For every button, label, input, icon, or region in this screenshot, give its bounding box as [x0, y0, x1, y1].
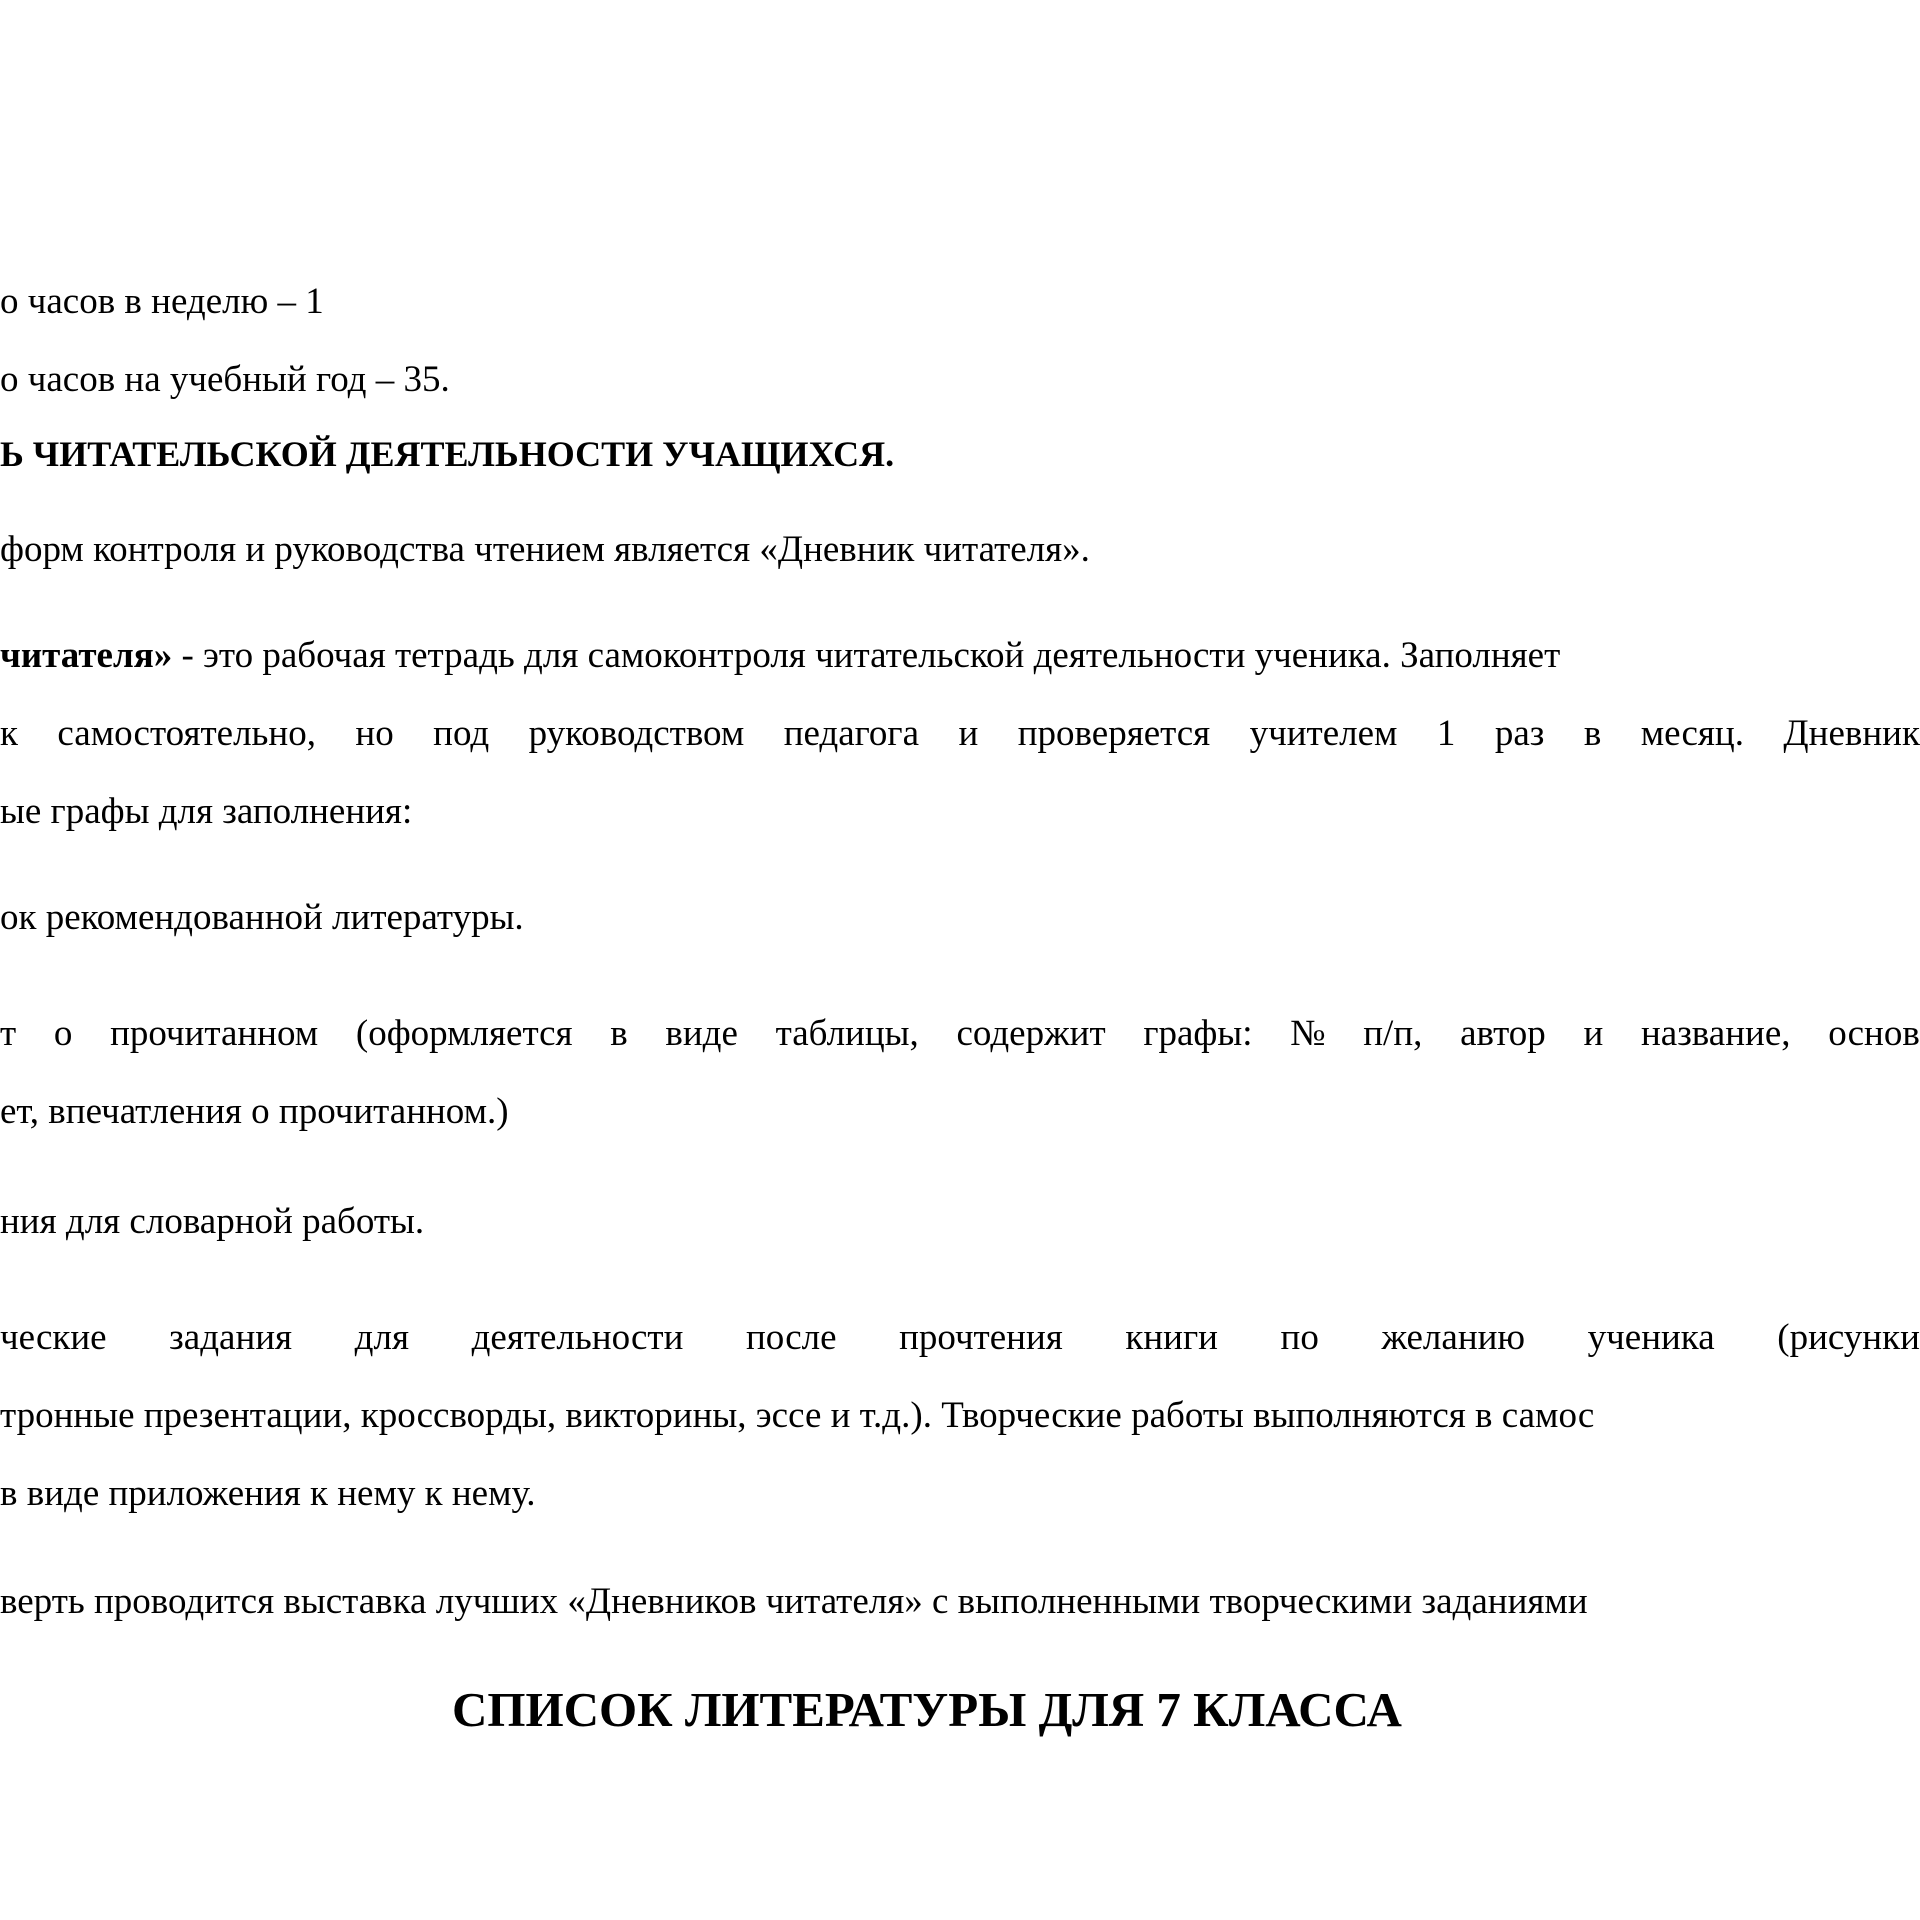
- word: ческие: [0, 1317, 107, 1358]
- word: проверяется: [1017, 713, 1211, 754]
- hours-per-year-line: о часов на учебный год – 35.: [0, 359, 450, 400]
- word: (оформляется: [355, 1013, 573, 1054]
- word: прочитанном: [110, 1013, 319, 1054]
- word: в: [610, 1013, 628, 1054]
- word: 1: [1436, 713, 1456, 754]
- item-reading-report-line-2: ет, впечатления о прочитанном.): [0, 1091, 509, 1132]
- word: ученика: [1587, 1317, 1715, 1358]
- word: педагога: [783, 713, 920, 754]
- word: учителем: [1249, 713, 1398, 754]
- word: книги: [1125, 1317, 1218, 1358]
- word: но: [355, 713, 394, 754]
- word: месяц.: [1640, 713, 1744, 754]
- word: после: [745, 1317, 837, 1358]
- word: и: [958, 713, 979, 754]
- word: основ: [1828, 1013, 1920, 1054]
- diary-definition-line-3: ые графы для заполнения:: [0, 791, 413, 832]
- item-vocabulary-work: ния для словарной работы.: [0, 1201, 425, 1242]
- word: в: [1583, 713, 1602, 754]
- diary-definition-line-2: [0, 712, 1920, 756]
- word: о: [53, 1013, 73, 1054]
- word: графы:: [1143, 1013, 1253, 1054]
- word: (рисунки: [1777, 1317, 1920, 1358]
- word: п/п,: [1363, 1013, 1423, 1054]
- diary-term-bold: читателя»: [0, 635, 173, 676]
- word: деятельности: [471, 1317, 684, 1358]
- word: самостоятельно,: [57, 713, 316, 754]
- item-reading-report-line-1: [0, 1012, 1920, 1056]
- word: и: [1583, 1013, 1604, 1054]
- item-recommended-list: ок рекомендованной литературы.: [0, 897, 524, 938]
- word: т: [0, 1013, 17, 1054]
- exhibition-line: верть проводится выставка лучших «Дневников читателя» с выполненными творческими заданиями: [0, 1581, 1588, 1622]
- word: задания: [169, 1317, 293, 1358]
- word: содержит: [956, 1013, 1106, 1054]
- diary-definition-text: - это рабочая тетрадь для самоконтроля читательской деятельности ученика. Заполняет: [172, 635, 1561, 676]
- word: прочтения: [899, 1317, 1063, 1358]
- word: таблицы,: [775, 1013, 919, 1054]
- word: руководством: [528, 713, 745, 754]
- item-creative-tasks-line-3: в виде приложения к нему к нему.: [0, 1473, 536, 1514]
- forms-of-control-line: форм контроля и руководства чтением является «Дневник читателя».: [0, 529, 1090, 570]
- word: под: [433, 713, 490, 754]
- word: виде: [665, 1013, 738, 1054]
- word: по: [1280, 1317, 1319, 1358]
- section-heading: Ь ЧИТАТЕЛЬСКОЙ ДЕЯТЕЛЬНОСТИ УЧАЩИХСЯ.: [0, 434, 895, 474]
- word: раз: [1494, 713, 1545, 754]
- item-creative-tasks-line-1: [0, 1316, 1920, 1360]
- word: №: [1290, 1013, 1326, 1054]
- word: автор: [1460, 1013, 1546, 1054]
- word: Дневник: [1783, 713, 1920, 754]
- page-title: СПИСОК ЛИТЕРАТУРЫ ДЛЯ 7 КЛАССА: [452, 1682, 1402, 1737]
- word: для: [354, 1317, 409, 1358]
- diary-definition-line-1: [0, 634, 1560, 678]
- word: к: [0, 713, 18, 754]
- word: желанию: [1381, 1317, 1526, 1358]
- hours-per-week-line: о часов в неделю – 1: [0, 281, 324, 322]
- item-creative-tasks-line-2: тронные презентации, кроссворды, викторины, эссе и т.д.). Творческие работы выполняются в самос: [0, 1395, 1595, 1436]
- word: название,: [1640, 1013, 1791, 1054]
